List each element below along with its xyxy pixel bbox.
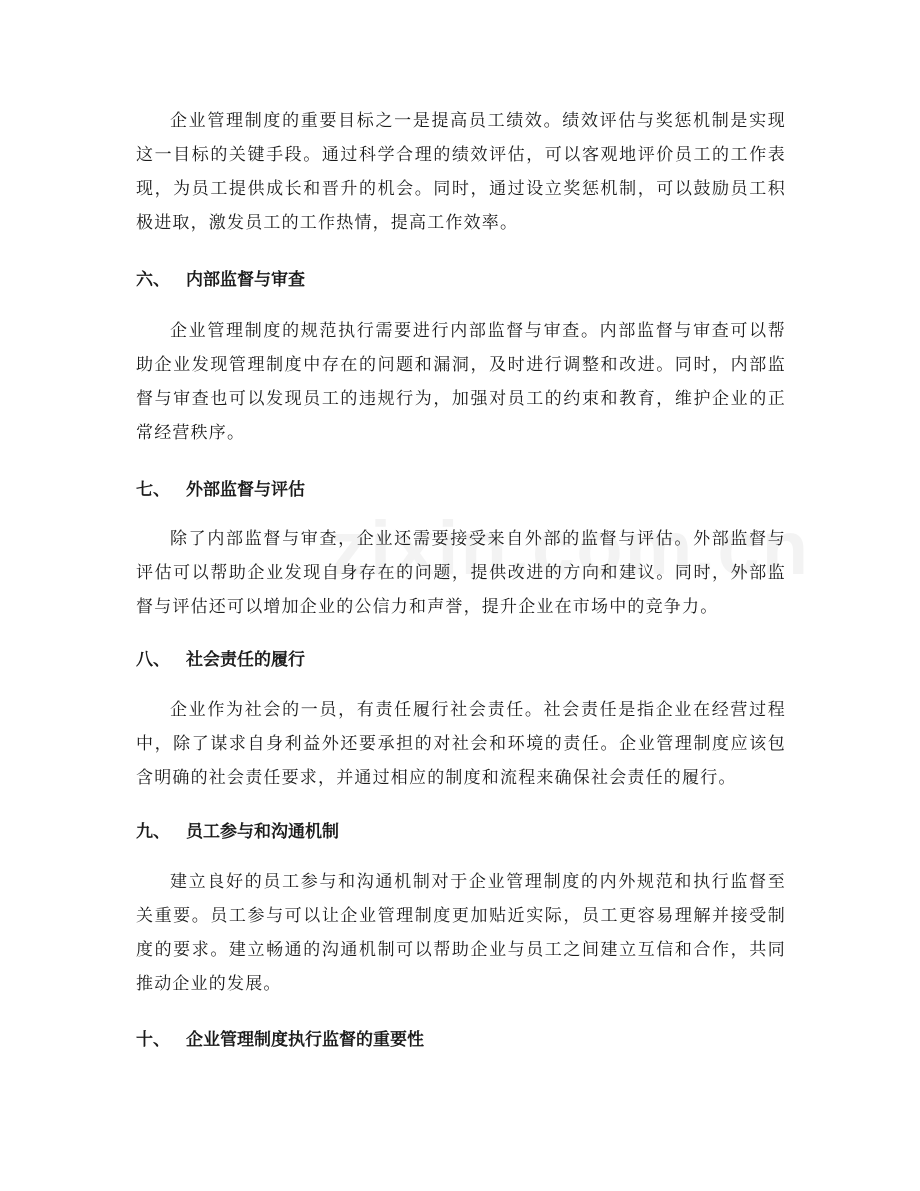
heading-number: 六、 [136, 270, 170, 290]
heading-title: 内部监督与审查 [186, 270, 305, 290]
paragraph-external-supervision: 除了内部监督与审查，企业还需要接受来自外部的监督与评估。外部监督与评估可以帮助企业发现自身存在的问题，提供改进的方向和建议。同时，外部监督与评估还可以增加企业的公信力和声誉，提升企业在市场中的竞争力。 [136, 529, 786, 617]
heading-employee-participation [136, 820, 339, 844]
heading-external-supervision [136, 478, 305, 502]
heading-title: 外部监督与评估 [186, 480, 305, 500]
paragraph-social-responsibility: 企业作为社会的一员，有责任履行社会责任。社会责任是指企业在经营过程中，除了谋求自身利益外还要承担的对社会和环境的责任。企业管理制度应该包含明确的社会责任要求，并通过相应的制度和流程来确保社会责任的履行。 [136, 700, 786, 788]
heading-title: 企业管理制度执行监督的重要性 [186, 1030, 424, 1050]
paragraph-employee-participation: 建立良好的员工参与和沟通机制对于企业管理制度的内外规范和执行监督至关重要。员工参与可以让企业管理制度更加贴近实际，员工更容易理解并接受制度的要求。建立畅通的沟通机制可以帮助企业与员工之间建立互信和合作，共同推动企业的发展。 [136, 872, 786, 994]
heading-social-responsibility [136, 648, 305, 672]
heading-number: 七、 [136, 480, 170, 500]
paragraph-performance: 企业管理制度的重要目标之一是提高员工绩效。绩效评估与奖惩机制是实现这一目标的关键手段。通过科学合理的绩效评估，可以客观地评价员工的工作表现，为员工提供成长和晋升的机会。同时，通过设立奖惩机制，可以鼓励员工积极进取，激发员工的工作热情，提高工作效率。 [136, 111, 786, 233]
heading-number: 八、 [136, 650, 170, 670]
heading-internal-supervision [136, 268, 305, 292]
heading-number: 十、 [136, 1030, 170, 1050]
heading-title: 员工参与和沟通机制 [186, 822, 339, 842]
heading-supervision-importance [136, 1028, 424, 1052]
paragraph-internal-supervision: 企业管理制度的规范执行需要进行内部监督与审查。内部监督与审查可以帮助企业发现管理制度中存在的问题和漏洞，及时进行调整和改进。同时，内部监督与审查也可以发现员工的违规行为，加强对员工的约束和教育，维护企业的正常经营秩序。 [136, 321, 786, 443]
heading-title: 社会责任的履行 [186, 650, 305, 670]
heading-number: 九、 [136, 822, 170, 842]
